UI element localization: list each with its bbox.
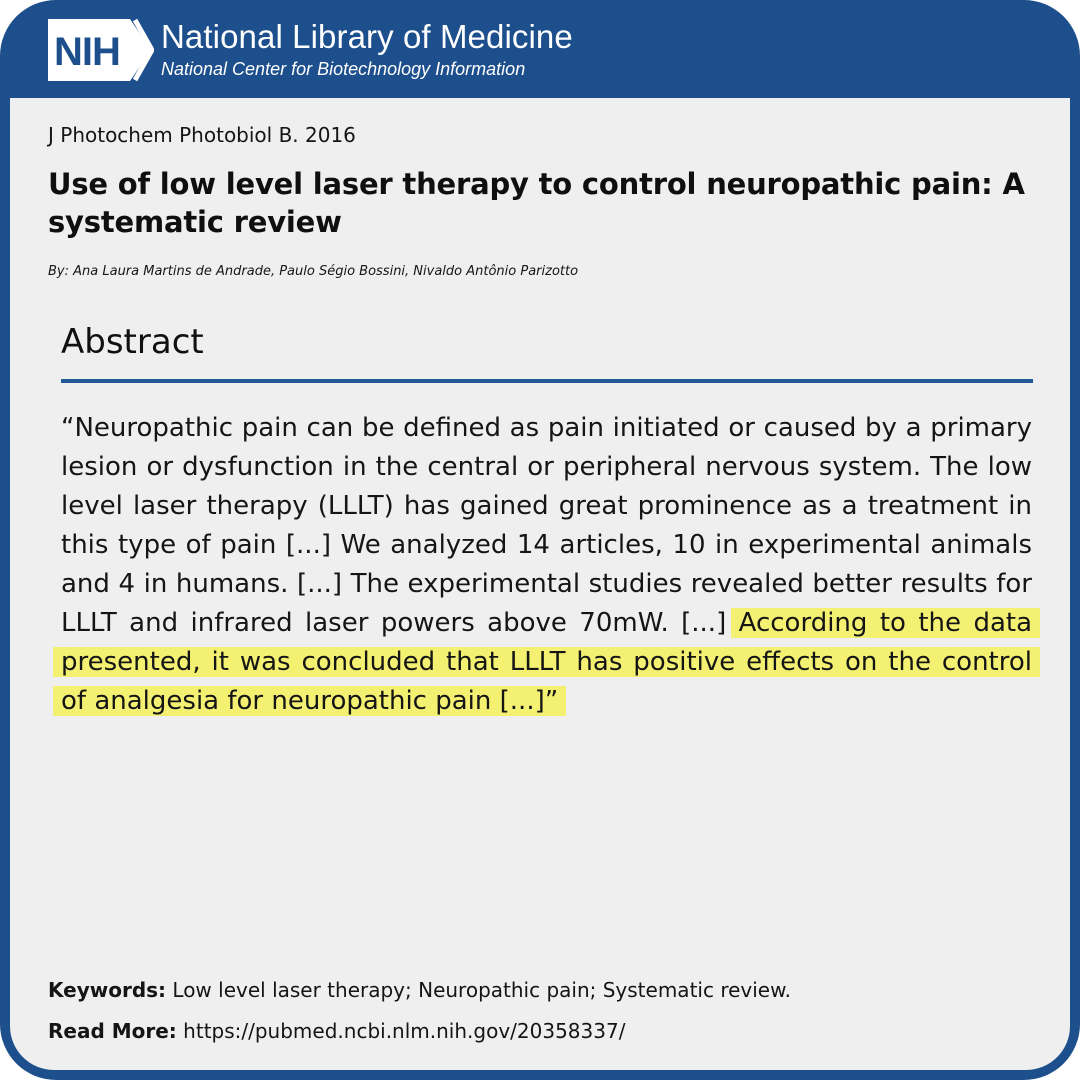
article-title: Use of low level laser therapy to control neuropathic pain: A systematic review	[48, 167, 1025, 239]
nih-logo	[46, 17, 154, 83]
article-authors: By: Ana Laura Martins de Andrade, Paulo Ségio Bossini, Nivaldo Antônio Parizotto	[48, 264, 579, 279]
abstract-divider	[61, 379, 1033, 383]
highlighted-conclusion: According to the data presented, it was concluded that LLLT has positive effects on the control of analgesia for neuropathic pain [...]”	[61, 608, 1033, 716]
journal-citation: J Photochem Photobiol B. 2016	[48, 123, 356, 147]
library-subtitle: National Center for Biotechnology Information	[161, 59, 526, 79]
read-more-link[interactable]: https://pubmed.ncbi.nlm.nih.gov/20358337/	[183, 1019, 626, 1043]
abstract-body: “Neuropathic pain can be defined as pain initiated or caused by a primary lesion or dysfunction in the central or peripheral nervous system. The low level laser therapy (LLLT) has gained great prominence as a treatment in this type of pain [...] We analyzed 14 articles, 10 in experimental animals and 4 in humans. [...] The experimental studies revealed better results for LLLT and infrared laser powers above 70mW. [...]	[61, 413, 1032, 638]
keywords-value: Low level laser therapy; Neuropathic pain; Systematic review.	[172, 978, 791, 1002]
nlm-header	[0, 0, 1080, 98]
keywords-label: Keywords:	[48, 978, 167, 1002]
keywords-line	[48, 975, 791, 1005]
library-title: National Library of Medicine	[161, 18, 573, 55]
read-more-label: Read More:	[48, 1019, 177, 1043]
nih-logo-text: NIH	[54, 30, 120, 74]
abstract-heading: Abstract	[61, 322, 204, 362]
abstract-text	[61, 409, 1032, 721]
read-more-line	[48, 1016, 625, 1046]
